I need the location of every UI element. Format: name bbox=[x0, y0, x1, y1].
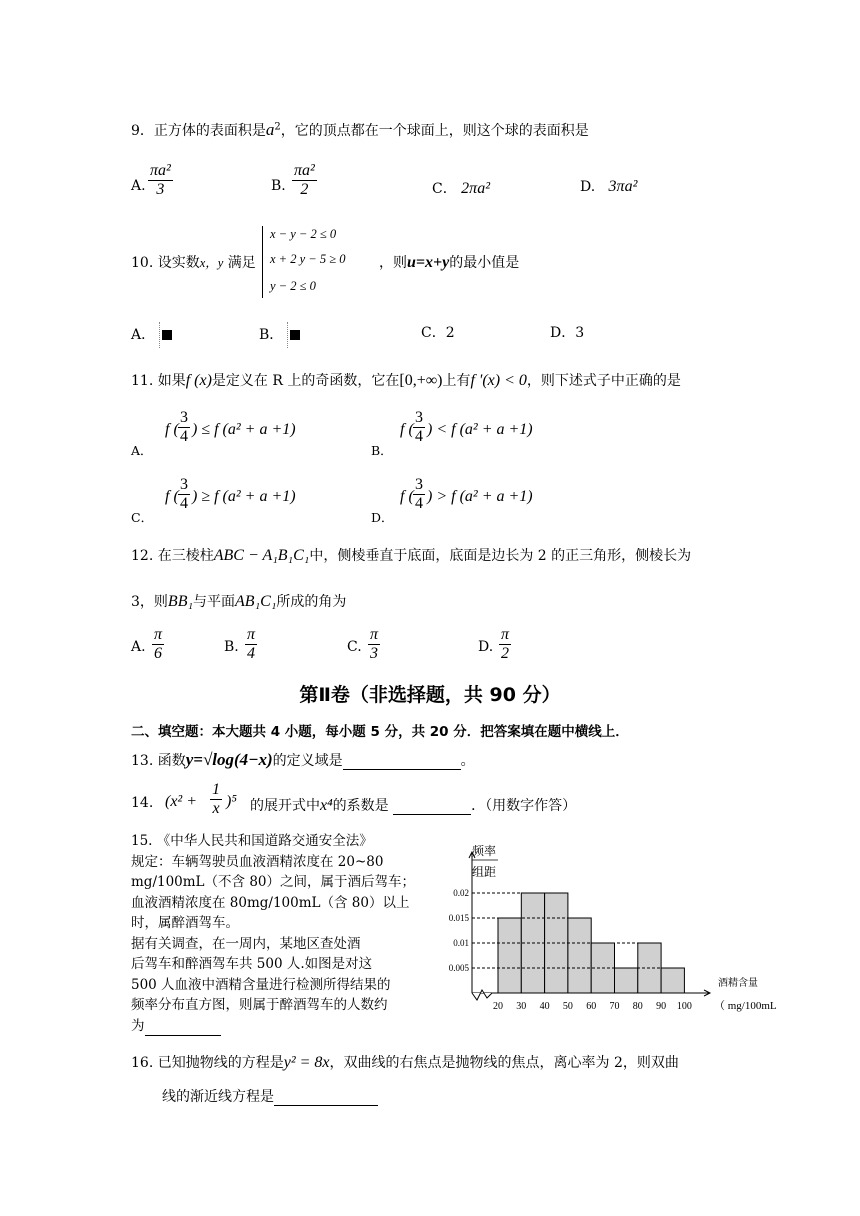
q11-option-c-fraction: $\frac{3}{4}$ bbox=[180, 476, 188, 512]
q14-expr-b: )⁵ bbox=[226, 793, 237, 810]
q11-option-a-label: A． bbox=[131, 443, 153, 458]
q12-option-d-fraction: $\frac{\pi}{2}$ bbox=[501, 626, 510, 662]
q12-option-a-label: A. bbox=[131, 639, 146, 655]
y-tick-label: 0.02 bbox=[453, 888, 469, 898]
q9-option-a-fraction: $\frac{\text{πa²}}{3}$ bbox=[150, 162, 171, 198]
q12-option-c-label: C. bbox=[347, 639, 362, 655]
q10-constraint-1: x − y − 2 ≤ 0 bbox=[270, 227, 337, 241]
q11-option-c-rhs: ) ≥ f (a² + a +1) bbox=[192, 488, 296, 505]
q12-option-b-label: B. bbox=[224, 639, 239, 655]
q9-option-b-fraction: $\frac{\text{πa²}}{2}$ bbox=[294, 162, 315, 198]
x-axis-label: 酒精含量 bbox=[718, 978, 758, 989]
x-tick-label: 100 bbox=[676, 1001, 692, 1012]
q14-label: 14. bbox=[131, 795, 154, 811]
q16-line-2: 线的渐近线方程是 bbox=[162, 1086, 378, 1106]
q10-stem-b: ，则u=x+y的最小值是 bbox=[379, 254, 520, 271]
image-placeholder-icon bbox=[162, 330, 172, 340]
y-axis-label-bottom: 组距 bbox=[472, 865, 497, 879]
histogram-bar bbox=[568, 918, 591, 993]
answer-blank[interactable] bbox=[145, 1021, 221, 1036]
q11-option-b-lhs: f ( bbox=[400, 421, 414, 438]
section-instructions: 二、填空题：本大题共 4 小题，每小题 5 分，共 20 分．把答案填在题中横线上． bbox=[131, 724, 629, 740]
histogram-bar bbox=[615, 968, 638, 993]
q14-expr-a: (x² + bbox=[165, 793, 198, 810]
q10-option-c: C．2 bbox=[421, 325, 455, 341]
q9-option-d: D. 3πa² bbox=[580, 178, 638, 195]
y-tick-label: 0.005 bbox=[448, 963, 469, 973]
q10-option-b: B． bbox=[259, 322, 300, 348]
q10-option-d: D．3 bbox=[550, 325, 585, 341]
q12-line-1: 12. 在三棱柱ABC − A₁B₁C₁中，侧棱垂直于底面，底面是边长为 2 的正三角形，侧棱长为 bbox=[131, 547, 692, 564]
q12-option-c-fraction: $\frac{\pi}{3}$ bbox=[370, 626, 379, 662]
q12-option-d-label: D. bbox=[478, 639, 494, 655]
q11-option-b-fraction: $\frac{3}{4}$ bbox=[415, 409, 423, 445]
y-axis-label-top: 频率 bbox=[472, 844, 497, 858]
q14-fraction: $\frac{1}{x}$ bbox=[212, 781, 220, 817]
q10-constraint-2: x + 2 y − 5 ≥ 0 bbox=[270, 252, 346, 266]
x-tick-label: 90 bbox=[656, 1001, 667, 1012]
q12-option-a-fraction: $\frac{\pi}{6}$ bbox=[154, 626, 163, 662]
q10-stem-a: 10. 设实数x，y 满足 bbox=[131, 255, 256, 271]
q15-text: 15. 《中华人民共和国道路交通安全法》 规定：车辆驾驶员血液酒精浓度在 20~80 mg/100mL（不含 80）之间，属于酒后驾车； 血液酒精浓度在 80mg/100mL（含 80）以上 时，属醉酒驾车。 据有关调查，在一周内，某地区查处酒 后驾车和醉酒驾车共 500 人.如图是对这 500 人血液中酒精含量进行检测所得结果的 频率分布直方图，则属于醉酒驾车的人数约 为 bbox=[131, 831, 415, 1036]
x-axis-unit: （ mg/100mL bbox=[714, 1000, 777, 1012]
q9-stem: 9．正方体的表面积是$a^2$，它的顶点都在一个球面上，则这个球的表面积是 bbox=[131, 120, 589, 139]
frequency-histogram bbox=[428, 840, 800, 1020]
answer-blank[interactable] bbox=[393, 800, 471, 815]
q11-option-c-lhs: f ( bbox=[165, 488, 179, 505]
q10-constraint-brace bbox=[262, 226, 263, 298]
q11-option-a-rhs: ) ≤ f (a² + a +1) bbox=[192, 421, 296, 438]
q11-option-c-label: C． bbox=[131, 510, 154, 525]
x-tick-label: 50 bbox=[562, 1001, 573, 1012]
answer-blank[interactable] bbox=[274, 1091, 378, 1106]
y-tick-label: 0.01 bbox=[453, 938, 469, 948]
image-placeholder-icon bbox=[290, 330, 300, 340]
q9-option-c: C． 2πa² bbox=[432, 180, 490, 197]
q11-option-a-fraction: $\frac{3}{4}$ bbox=[180, 409, 188, 445]
q12-option-b-fraction: $\frac{\pi}{4}$ bbox=[247, 626, 256, 662]
q11-option-d-label: D． bbox=[371, 510, 394, 525]
q11-stem: 11. 如果f (x)是定义在 R 上的奇函数，它在[0,+∞)上有f '(x) < 0，则下述式子中正确的是 bbox=[131, 372, 681, 389]
q11-option-d-fraction: $\frac{3}{4}$ bbox=[415, 476, 423, 512]
q16-line-1: 16. 已知抛物线的方程是y² = 8x，双曲线的右焦点是抛物线的焦点，离心率为 2，则双曲 bbox=[131, 1054, 679, 1071]
histogram-bar bbox=[661, 968, 684, 993]
q11-option-a-lhs: f ( bbox=[165, 421, 179, 438]
q11-option-d-lhs: f ( bbox=[400, 488, 414, 505]
x-tick-label: 30 bbox=[516, 1001, 527, 1012]
q11-option-b-label: B． bbox=[371, 443, 393, 458]
x-tick-label: 40 bbox=[539, 1001, 550, 1012]
q12-line-2: 3，则BB₁与平面AB₁C₁所成的角为 bbox=[131, 593, 347, 610]
q14-stem: 的展开式中x⁴的系数是 ．（用数字作答） bbox=[250, 797, 577, 814]
q11-option-b-rhs: ) < f (a² + a +1) bbox=[427, 421, 533, 438]
answer-blank[interactable] bbox=[343, 753, 461, 770]
q13-line: 13. 函数y=√log(4−x)的定义域是 。 bbox=[131, 750, 475, 769]
x-tick-label: 80 bbox=[632, 1001, 643, 1012]
section-title: 第Ⅱ卷（非选择题，共 90 分） bbox=[299, 684, 561, 706]
histogram-bar bbox=[498, 918, 521, 993]
q10-constraint-3: y − 2 ≤ 0 bbox=[270, 279, 316, 293]
y-tick-label: 0.015 bbox=[448, 913, 469, 923]
q9-option-a-label: A. bbox=[131, 178, 146, 194]
q11-option-d-rhs: ) > f (a² + a +1) bbox=[427, 488, 533, 505]
x-tick-label: 70 bbox=[609, 1001, 620, 1012]
x-tick-label: 60 bbox=[586, 1001, 597, 1012]
q9-option-b-label: B. bbox=[271, 178, 286, 194]
x-tick-label: 20 bbox=[493, 1001, 503, 1012]
axis-break-icon bbox=[472, 990, 492, 1000]
q10-option-a: A． bbox=[131, 322, 172, 348]
